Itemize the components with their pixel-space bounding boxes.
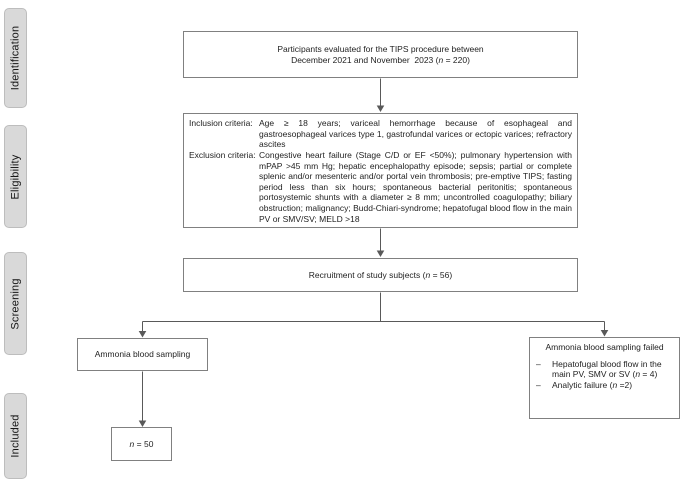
participants-line1: Participants evaluated for the TIPS procedure between (277, 43, 484, 54)
stage-eligibility (4, 125, 27, 228)
sampling-failed-title: Ammonia blood sampling failed (545, 342, 664, 352)
criteria-grid (184, 114, 577, 228)
italic-n: n (635, 369, 641, 380)
recruitment-text: Recruitment of study subjects (n = 56) (308, 269, 453, 280)
italic-n: n (612, 379, 618, 390)
sampling-text: Ammonia blood sampling (94, 349, 191, 360)
italic-n: n (438, 54, 444, 65)
exclusion-criteria-text: Congestive heart failure (Stage C/D or EF <50%); pulmonary hypertension with mPAP >45 mm Hg; hepatic encephalopathy episode; sepsis; partial or complete splenic and/or mesenteric and/or portal vein thrombosis; pre-emptive TIPS; fasting period less than six hours; spontaneous bacterial peritonitis; spontaneous portosystemic shunts with a diameter ≥ 8 mm; uncontrolled coagulopathy; biliary obstruction; malignancy; Budd-Chiari-syndrome; hepatofugal blood flow in the main PV or SMV/SV; MELD >18 (259, 149, 572, 224)
sampling-box (77, 338, 208, 371)
stage-screening-label: Screening (9, 277, 22, 330)
inclusion-criteria-text: Age ≥ 18 years; variceal hemorrhage because of esophageal and gastroesophageal varices type 1, gastrofundal varices or ectopic varices; refractory ascites (259, 118, 572, 150)
italic-n: n (425, 269, 431, 280)
participants-line2: December 2021 and November 2023 (n = 220) (291, 54, 470, 65)
stage-included-label: Included (9, 414, 22, 458)
sampling-failed-list (536, 359, 674, 391)
dash-bullet: – (536, 379, 541, 390)
stage-identification-label: Identification (9, 25, 22, 91)
arrowhead-sampling (139, 331, 147, 338)
list-item-text: Analytic failure (n =2) (552, 379, 633, 390)
sampling-failed-box (529, 337, 680, 419)
stage-included (4, 393, 27, 479)
italic-n: n (129, 438, 135, 449)
inclusion-criteria-label: Inclusion criteria: (189, 118, 253, 128)
recruitment-box (183, 258, 578, 292)
stage-screening (4, 252, 27, 355)
dash-bullet: – (536, 358, 541, 369)
arrowhead-criteria (377, 106, 385, 113)
stage-eligibility-label: Eligibility (9, 154, 22, 199)
n50-text: n = 50 (129, 438, 154, 449)
stage-identification (4, 8, 27, 108)
participants-box (183, 31, 578, 78)
n50-box (111, 427, 172, 461)
list-item-text: Hepatofugal blood flow in the main PV, SMV or SV (n = 4) (552, 358, 665, 380)
arrowhead-recruitment (377, 251, 385, 258)
criteria-box (183, 113, 578, 228)
list-item (536, 380, 674, 391)
arrowhead-failed (601, 330, 609, 337)
exclusion-criteria-label: Exclusion criteria: (189, 149, 256, 160)
list-item (536, 359, 674, 380)
